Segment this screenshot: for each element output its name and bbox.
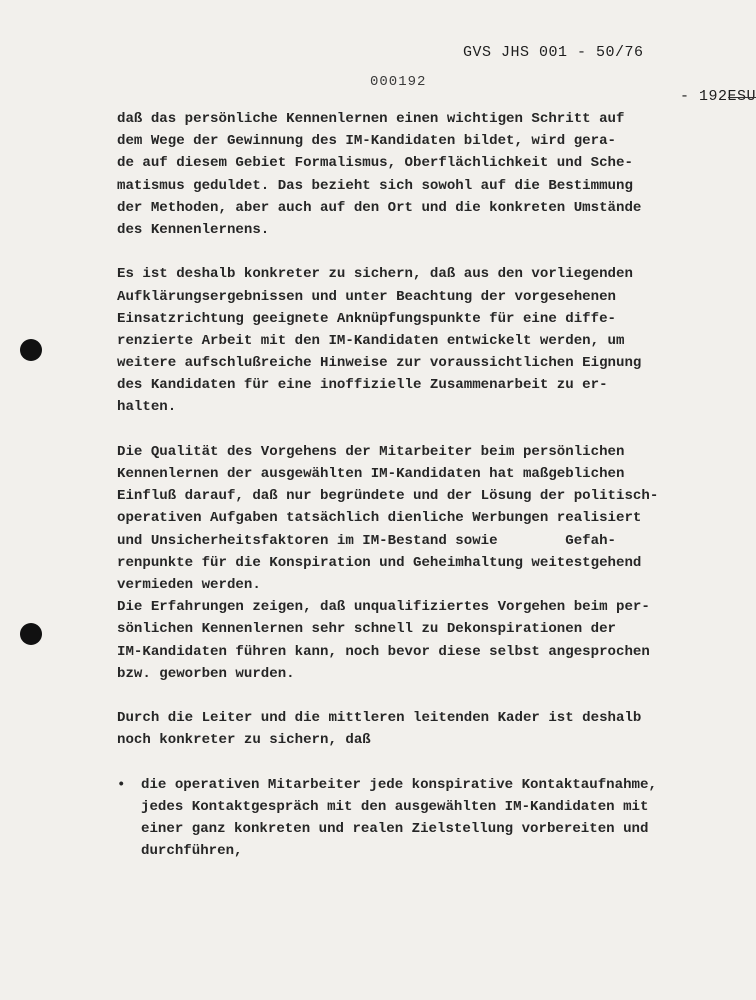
text-line: renpunkte für die Konspiration und Geheimhaltung weitestgehend: [117, 554, 642, 571]
paragraph-1: [117, 108, 687, 241]
text-line: renzierte Arbeit mit den IM-Kandidaten entwickelt werden, um: [117, 332, 625, 349]
text-line: die operativen Mitarbeiter jede konspirative Kontaktaufnahme,: [141, 776, 657, 793]
stamp-number: 000192: [370, 74, 427, 90]
text-line: Einsatzrichtung geeignete Anknüpfungspunkte für eine diffe-: [117, 310, 616, 327]
punch-hole-lower: [20, 623, 42, 645]
text-line: bzw. geworben wurden.: [117, 665, 295, 682]
text-line: Kennenlernen der ausgewählten IM-Kandidaten hat maßgeblichen: [117, 466, 625, 482]
text-line: sönlichen Kennenlernen sehr schnell zu Dekonspirationen der: [117, 621, 616, 638]
text-line: weitere aufschlußreiche Hinweise zur voraussichtlichen Eignung: [117, 355, 642, 372]
text-line: des Kennenlernens.: [117, 221, 270, 238]
text-line: Es ist deshalb konkreter zu sichern, daß aus den vorliegenden: [117, 266, 633, 283]
text-line: dem Wege der Gewinnung des IM-Kandidaten bildet, wird gera-: [117, 133, 616, 150]
text-line: noch konkreter zu sichern, daß: [117, 732, 371, 749]
text-line: de auf diesem Gebiet Formalismus, Oberflächlichkeit und Sche-: [117, 155, 633, 172]
page-number: - 192ESU: [680, 88, 756, 105]
punch-hole-upper: [20, 339, 42, 361]
text-line: der Methoden, aber auch auf den Ort und die konkreten Umstände: [117, 199, 642, 216]
text-line: durchführen,: [141, 843, 243, 860]
text-line: operativen Aufgaben tatsächlich dienliche Werbungen realisiert: [117, 510, 642, 527]
text-line: matismus geduldet. Das bezieht sich sowohl auf die Bestimmung: [117, 177, 633, 194]
paragraph-gap: [117, 241, 687, 263]
text-line: und Unsicherheitsfaktoren im IM-Bestand sowie Gefah-: [117, 532, 616, 549]
text-line: des Kandidaten für eine inoffizielle Zusammenarbeit zu er-: [117, 377, 608, 394]
paragraph-2: [117, 263, 687, 418]
text-line: vermieden werden.: [117, 576, 261, 593]
text-line: daß das persönliche Kennenlernen einen wichtigen Schritt auf: [117, 111, 625, 127]
text-line: Einfluß darauf, daß nur begründete und der Lösung der politisch-: [117, 488, 659, 505]
page-number-overstrike: ESU: [727, 88, 756, 105]
bullet-marker: •: [117, 776, 126, 793]
text-line: halten.: [117, 399, 177, 416]
paragraph-gap: [117, 685, 687, 707]
text-line: Die Qualität des Vorgehens der Mitarbeiter beim persönlichen: [117, 443, 625, 460]
body-text: [117, 108, 687, 862]
document-reference: GVS JHS 001 - 50/76: [463, 44, 644, 61]
text-line: IM-Kandidaten führen kann, noch bevor diese selbst angesprochen: [117, 643, 650, 660]
text-line: Aufklärungsergebnissen und unter Beachtung der vorgesehenen: [117, 288, 616, 305]
paragraph-3: [117, 441, 687, 685]
text-line: Die Erfahrungen zeigen, daß unqualifiziertes Vorgehen beim per-: [117, 599, 650, 616]
bullet-list-item: [117, 774, 687, 863]
text-line: einer ganz konkreten und realen Zielstellung vorbereiten und: [141, 821, 649, 837]
text-line: Durch die Leiter und die mittleren leitenden Kader ist deshalb: [117, 710, 642, 727]
paragraph-gap: [117, 419, 687, 441]
paragraph-gap: [117, 751, 687, 773]
text-line: jedes Kontaktgespräch mit den ausgewählten IM-Kandidaten mit: [141, 798, 649, 815]
paragraph-4: [117, 707, 687, 751]
